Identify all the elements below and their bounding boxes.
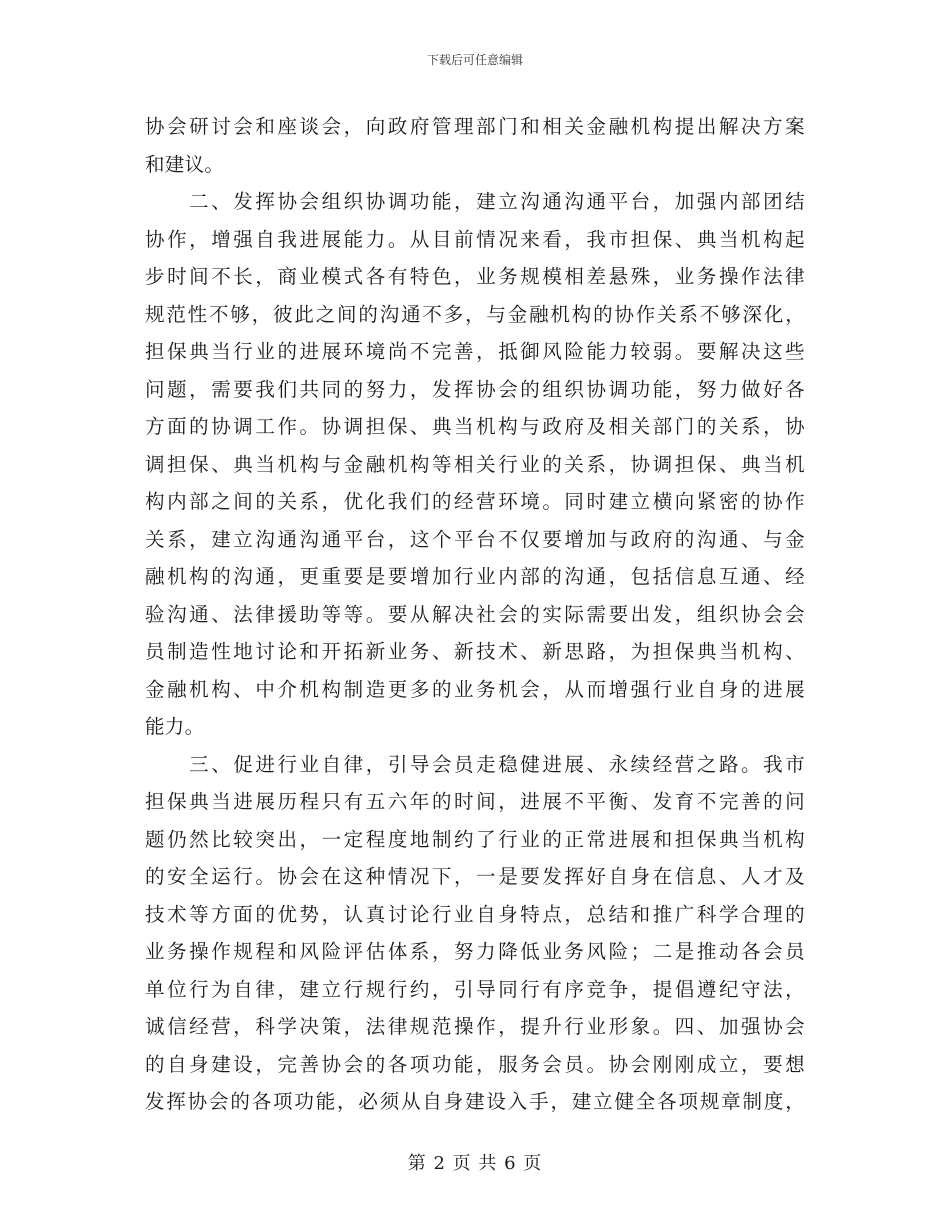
text-line: 的自身建设，完善协会的各项功能，服务会员。协会刚刚成立，要想 [145,1052,805,1076]
text-line: 问题，需要我们共同的努力，发挥协会的组织协调功能，努力做好各 [145,377,805,401]
text-line: 担保典当进展历程只有五六年的时间，进展不平衡、发育不完善的问 [145,790,805,813]
text-line: 关系，建立沟通沟通平台，这个平台不仅要增加与政府的沟通、与金 [145,527,805,551]
page-header-note: 下载后可任意编辑 [426,53,523,67]
text-line: 业务操作规程和风险评估体系，努力降低业务风险；二是推动各会员 [145,940,805,963]
page-number: 第 2 页 共 6 页 [407,1153,543,1174]
text-line: 能力。 [145,715,205,738]
document-body [145,108,805,1121]
text-line: 协会研讨会和座谈会，向政府管理部门和相关金融机构提出解决方案 [145,115,805,138]
text-line: 步时间不长，商业模式各有特色，业务规模相差悬殊，业务操作法律 [145,265,805,288]
text-line: 发挥协会的各项功能，必须从自身建设入手，建立健全各项规章制度， [145,1090,805,1113]
text-line: 担保典当行业的进展环境尚不完善，抵御风险能力较弱。要解决这些 [145,340,805,363]
text-line: 规范性不够，彼此之间的沟通不多，与金融机构的协作关系不够深化， [145,302,805,326]
text-line: 构内部之间的关系，优化我们的经营环境。同时建立横向紧密的协作 [145,490,805,513]
text-line: 融机构的沟通，更重要是要增加行业内部的沟通，包括信息互通、经 [145,565,805,588]
text-line: 二、发挥协会组织协调功能，建立沟通沟通平台，加强内部团结 [145,190,805,213]
text-line: 方面的协调工作。协调担保、典当机构与政府及相关部门的关系，协 [145,415,805,438]
text-line: 诚信经营，科学决策，法律规范操作，提升行业形象。四、加强协会 [145,1015,805,1038]
text-line: 金融机构、中介机构制造更多的业务机会，从而增强行业自身的进展 [145,677,805,701]
text-line: 验沟通、法律援助等等。要从解决社会的实际需要出发，组织协会会 [145,602,805,626]
text-line: 技术等方面的优势，认真讨论行业自身特点，总结和推广科学合理的 [145,902,805,926]
text-line: 题仍然比较突出，一定程度地制约了行业的正常进展和担保典当机构 [145,827,805,851]
text-line: 协作，增强自我进展能力。从目前情况来看，我市担保、典当机构起 [145,227,805,251]
text-line: 调担保、典当机构与金融机构等相关行业的关系，协调担保、典当机 [145,452,805,476]
text-line: 员制造性地讨论和开拓新业务、新技术、新思路，为担保典当机构、 [145,640,805,663]
text-line: 和建议。 [145,152,225,176]
text-line: 的安全运行。协会在这种情况下，一是要发挥好自身在信息、人才及 [145,865,805,888]
text-line: 单位行为自律，建立行规行约，引导同行有序竞争，提倡遵纪守法， [145,977,805,1001]
text-line: 三、促进行业自律，引导会员走稳健进展、永续经营之路。我市 [145,752,805,776]
